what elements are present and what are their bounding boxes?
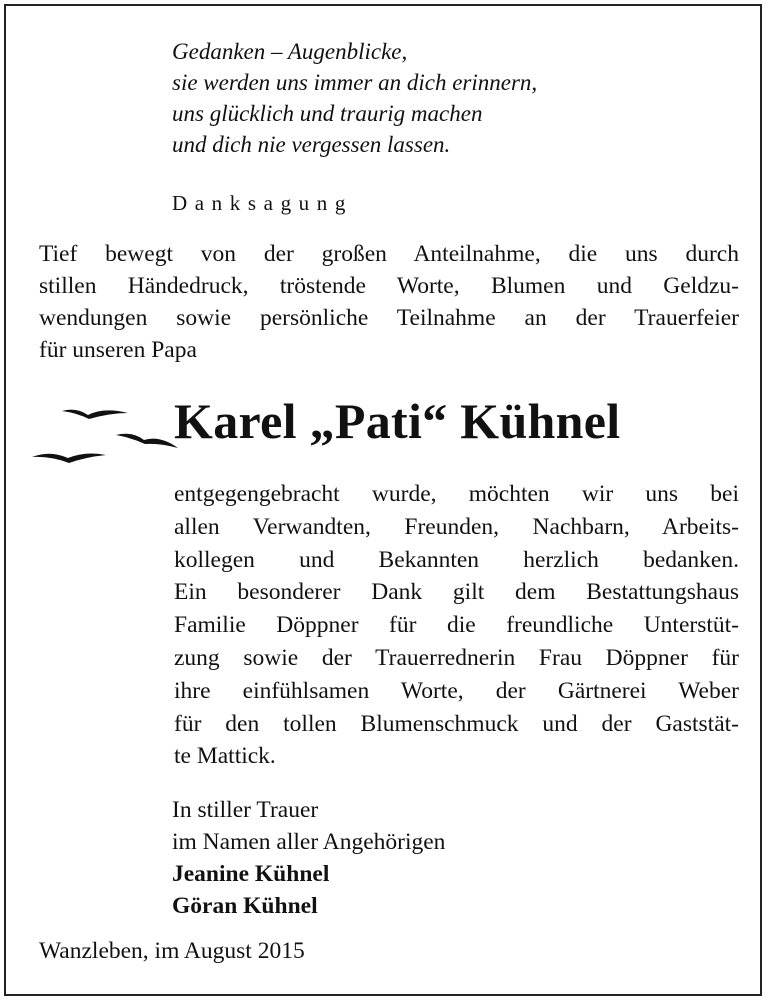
closing-line: In stiller Trauer bbox=[172, 797, 319, 823]
signer-name: Jeanine Kühnel bbox=[172, 861, 330, 887]
body-line: für den tollen Blumenschmuck und der Gaststät- bbox=[174, 710, 739, 737]
poem bbox=[172, 36, 537, 160]
body-line: te Mattick. bbox=[174, 743, 276, 770]
body-line: entgegengebracht wurde, möchten wir uns bei bbox=[174, 481, 739, 507]
poem-line: sie werden uns immer an dich erinnern, bbox=[172, 70, 538, 95]
intro-line: stillen Händedruck, tröstende Worte, Blumen und Geldzu- bbox=[39, 273, 739, 299]
closing-line: im Namen aller Angehörigen bbox=[172, 829, 446, 855]
flying-birds-icon bbox=[32, 408, 187, 470]
intro-line: für unseren Papa bbox=[39, 337, 197, 363]
heading-danksagung: Danksagung bbox=[172, 191, 353, 215]
poem-line: und dich nie vergessen lassen. bbox=[172, 132, 451, 157]
body-line: ihre einfühlsamen Worte, der Gärtnerei Weber bbox=[174, 677, 739, 704]
place-date: Wanzleben, im August 2015 bbox=[39, 938, 305, 964]
body-line: Ein besonderer Dank gilt dem Bestattungshaus bbox=[174, 579, 739, 606]
intro-line: Tief bewegt von der großen Anteilnahme, die uns durch bbox=[39, 241, 739, 267]
body-line: Familie Döppner für die freundliche Unterstüt- bbox=[174, 612, 739, 639]
body-line: allen Verwandten, Freunden, Nachbarn, Arbeits- bbox=[174, 513, 739, 540]
intro-line: wendungen sowie persönliche Teilnahme an der Trauerfeier bbox=[39, 305, 739, 331]
closing-block bbox=[172, 794, 445, 922]
poem-line: uns glücklich und traurig machen bbox=[172, 101, 483, 126]
body-line: zung sowie der Trauerrednerin Frau Döppner für bbox=[174, 644, 739, 671]
poem-line: Gedanken – Augenblicke, bbox=[172, 39, 408, 64]
body-paragraph bbox=[174, 478, 739, 773]
deceased-name: Karel „Pati“ Kühnel bbox=[174, 393, 621, 449]
signer-name: Göran Kühnel bbox=[172, 893, 318, 919]
intro-paragraph bbox=[39, 238, 739, 366]
notice-frame bbox=[4, 4, 762, 996]
body-line: kollegen und Bekannten herzlich bedanken. bbox=[174, 546, 739, 573]
